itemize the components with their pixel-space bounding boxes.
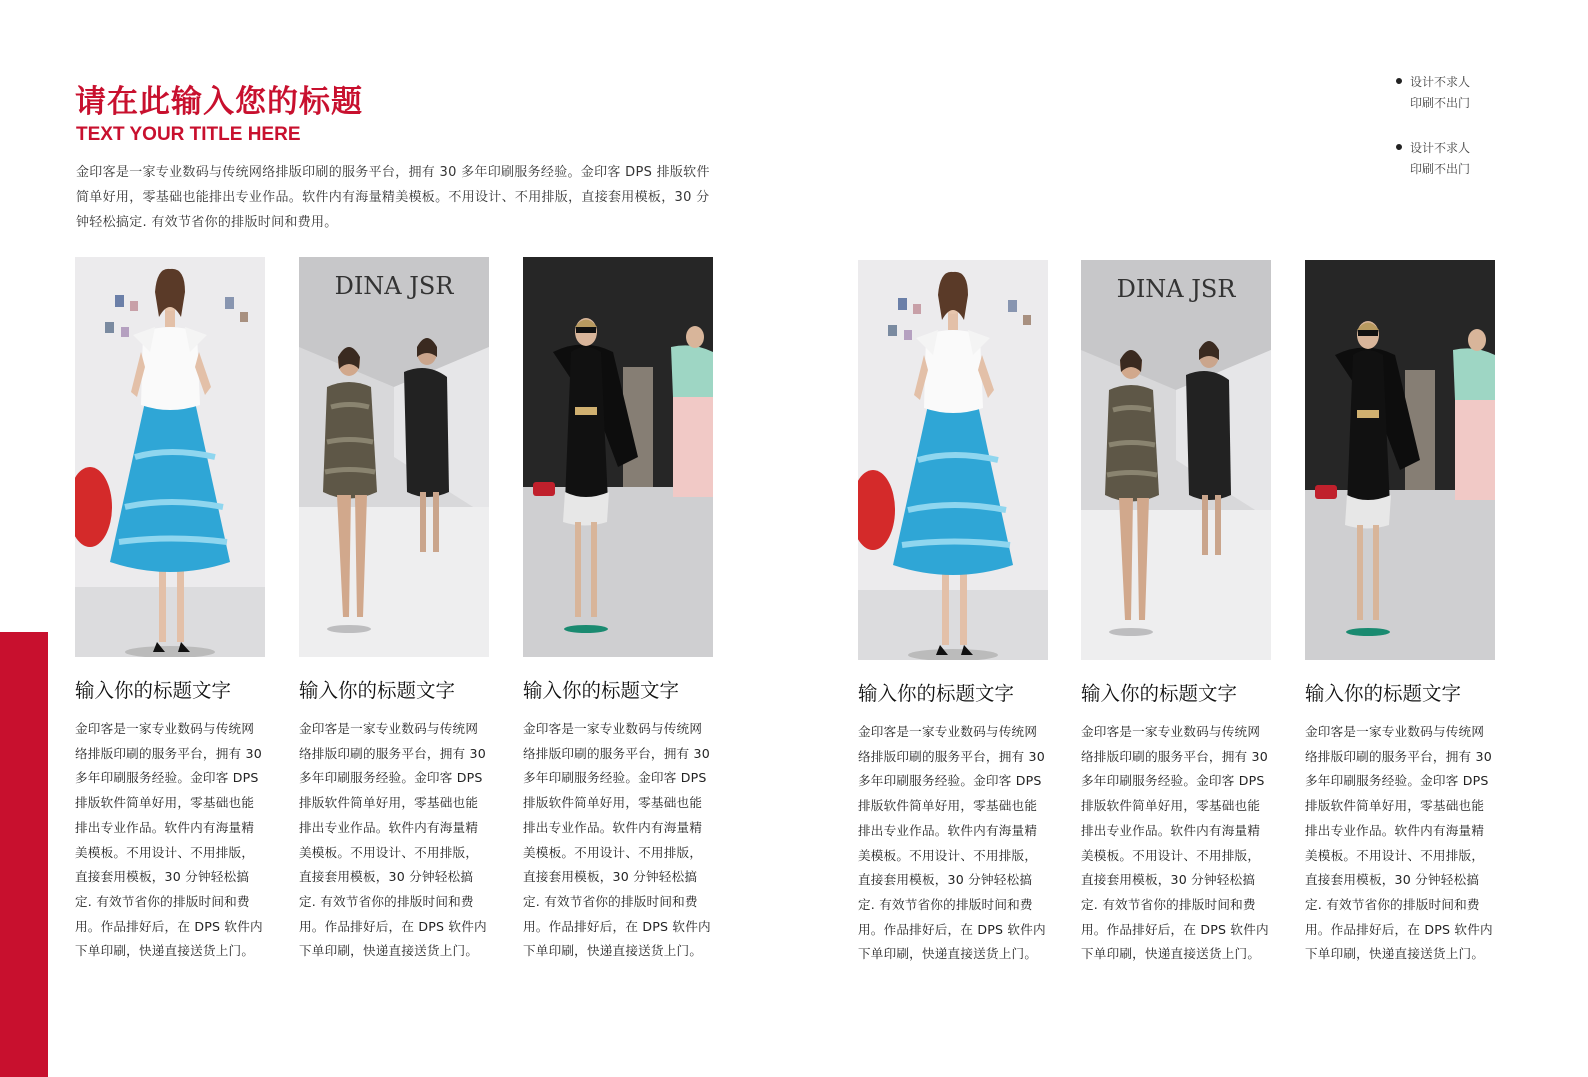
page-subtitle: TEXT YOUR TITLE HERE xyxy=(76,124,301,145)
slogan-item xyxy=(1396,138,1470,180)
slogan-line: 设计不求人 xyxy=(1410,141,1471,155)
card-body: 金印客是一家专业数码与传统网络排版印刷的服务平台，拥有 30 多年印刷服务经验。金印客 DPS 排版软件简单好用，零基础也能排出专业作品。软件内有海量精美模板。不用设计、不用排版，直接套用模板，30 分钟轻松搞定. 有效节省你的排版时间和费用。作品排好后，在 DPS 软件内下单印刷，快递直接送货上门。 xyxy=(858,724,1046,962)
fashion-card xyxy=(523,257,713,964)
fashion-card xyxy=(858,260,1048,967)
card-body: 金印客是一家专业数码与传统网络排版印刷的服务平台，拥有 30 多年印刷服务经验。金印客 DPS 排版软件简单好用，零基础也能排出专业作品。软件内有海量精美模板。不用设计、不用排版，直接套用模板，30 分钟轻松搞定. 有效节省你的排版时间和费用。作品排好后，在 DPS 软件内下单印刷，快递直接送货上门。 xyxy=(523,721,711,959)
card-title: 输入你的标题文字 xyxy=(1305,682,1462,705)
fashion-card xyxy=(1081,260,1271,967)
slogan-line: 设计不求人 xyxy=(1410,75,1471,89)
slogan-line: 印刷不出门 xyxy=(1410,96,1471,110)
red-accent-bar xyxy=(0,632,48,1077)
card-title: 输入你的标题文字 xyxy=(1081,682,1238,705)
runway-black-dress-photo xyxy=(523,257,713,657)
runway-dina-jsr-photo xyxy=(1081,260,1271,660)
card-title: 输入你的标题文字 xyxy=(75,679,232,702)
fashion-card xyxy=(299,257,489,964)
card-body: 金印客是一家专业数码与传统网络排版印刷的服务平台，拥有 30 多年印刷服务经验。金印客 DPS 排版软件简单好用，零基础也能排出专业作品。软件内有海量精美模板。不用设计、不用排版，直接套用模板，30 分钟轻松搞定. 有效节省你的排版时间和费用。作品排好后，在 DPS 软件内下单印刷，快递直接送货上门。 xyxy=(1081,724,1269,962)
card-title: 输入你的标题文字 xyxy=(523,679,680,702)
runway-dina-jsr-photo xyxy=(299,257,489,657)
bullet-dot-icon xyxy=(1396,78,1402,84)
page-title: 请在此输入您的标题 xyxy=(75,84,363,120)
card-body: 金印客是一家专业数码与传统网络排版印刷的服务平台，拥有 30 多年印刷服务经验。金印客 DPS 排版软件简单好用，零基础也能排出专业作品。软件内有海量精美模板。不用设计、不用排版，直接套用模板，30 分钟轻松搞定. 有效节省你的排版时间和费用。作品排好后，在 DPS 软件内下单印刷，快递直接送货上门。 xyxy=(299,721,487,959)
fashion-card xyxy=(75,257,265,964)
runway-sign-text: DINA JSR xyxy=(334,272,454,300)
slogan-list xyxy=(1396,72,1470,204)
slogan-line: 印刷不出门 xyxy=(1410,162,1471,176)
fashion-card xyxy=(1305,260,1495,967)
card-title: 输入你的标题文字 xyxy=(299,679,456,702)
model-blue-skirt-photo xyxy=(75,257,265,657)
slogan-item xyxy=(1396,72,1470,114)
card-title: 输入你的标题文字 xyxy=(858,682,1015,705)
card-body: 金印客是一家专业数码与传统网络排版印刷的服务平台，拥有 30 多年印刷服务经验。金印客 DPS 排版软件简单好用，零基础也能排出专业作品。软件内有海量精美模板。不用设计、不用排版，直接套用模板，30 分钟轻松搞定. 有效节省你的排版时间和费用。作品排好后，在 DPS 软件内下单印刷，快递直接送货上门。 xyxy=(75,721,263,959)
runway-black-dress-photo xyxy=(1305,260,1495,660)
bullet-dot-icon xyxy=(1396,144,1402,150)
runway-sign-text: DINA JSR xyxy=(1116,275,1236,303)
card-body: 金印客是一家专业数码与传统网络排版印刷的服务平台，拥有 30 多年印刷服务经验。金印客 DPS 排版软件简单好用，零基础也能排出专业作品。软件内有海量精美模板。不用设计、不用排版，直接套用模板，30 分钟轻松搞定. 有效节省你的排版时间和费用。作品排好后，在 DPS 软件内下单印刷，快递直接送货上门。 xyxy=(1305,724,1493,962)
intro-paragraph: 金印客是一家专业数码与传统网络排版印刷的服务平台，拥有 30 多年印刷服务经验。金印客 DPS 排版软件简单好用，零基础也能排出专业作品。软件内有海量精美模板。不用设计、不用排版，直接套用模板，30 分钟轻松搞定. 有效节省你的排版时间和费用。 xyxy=(76,165,710,230)
model-blue-skirt-photo xyxy=(858,260,1048,660)
